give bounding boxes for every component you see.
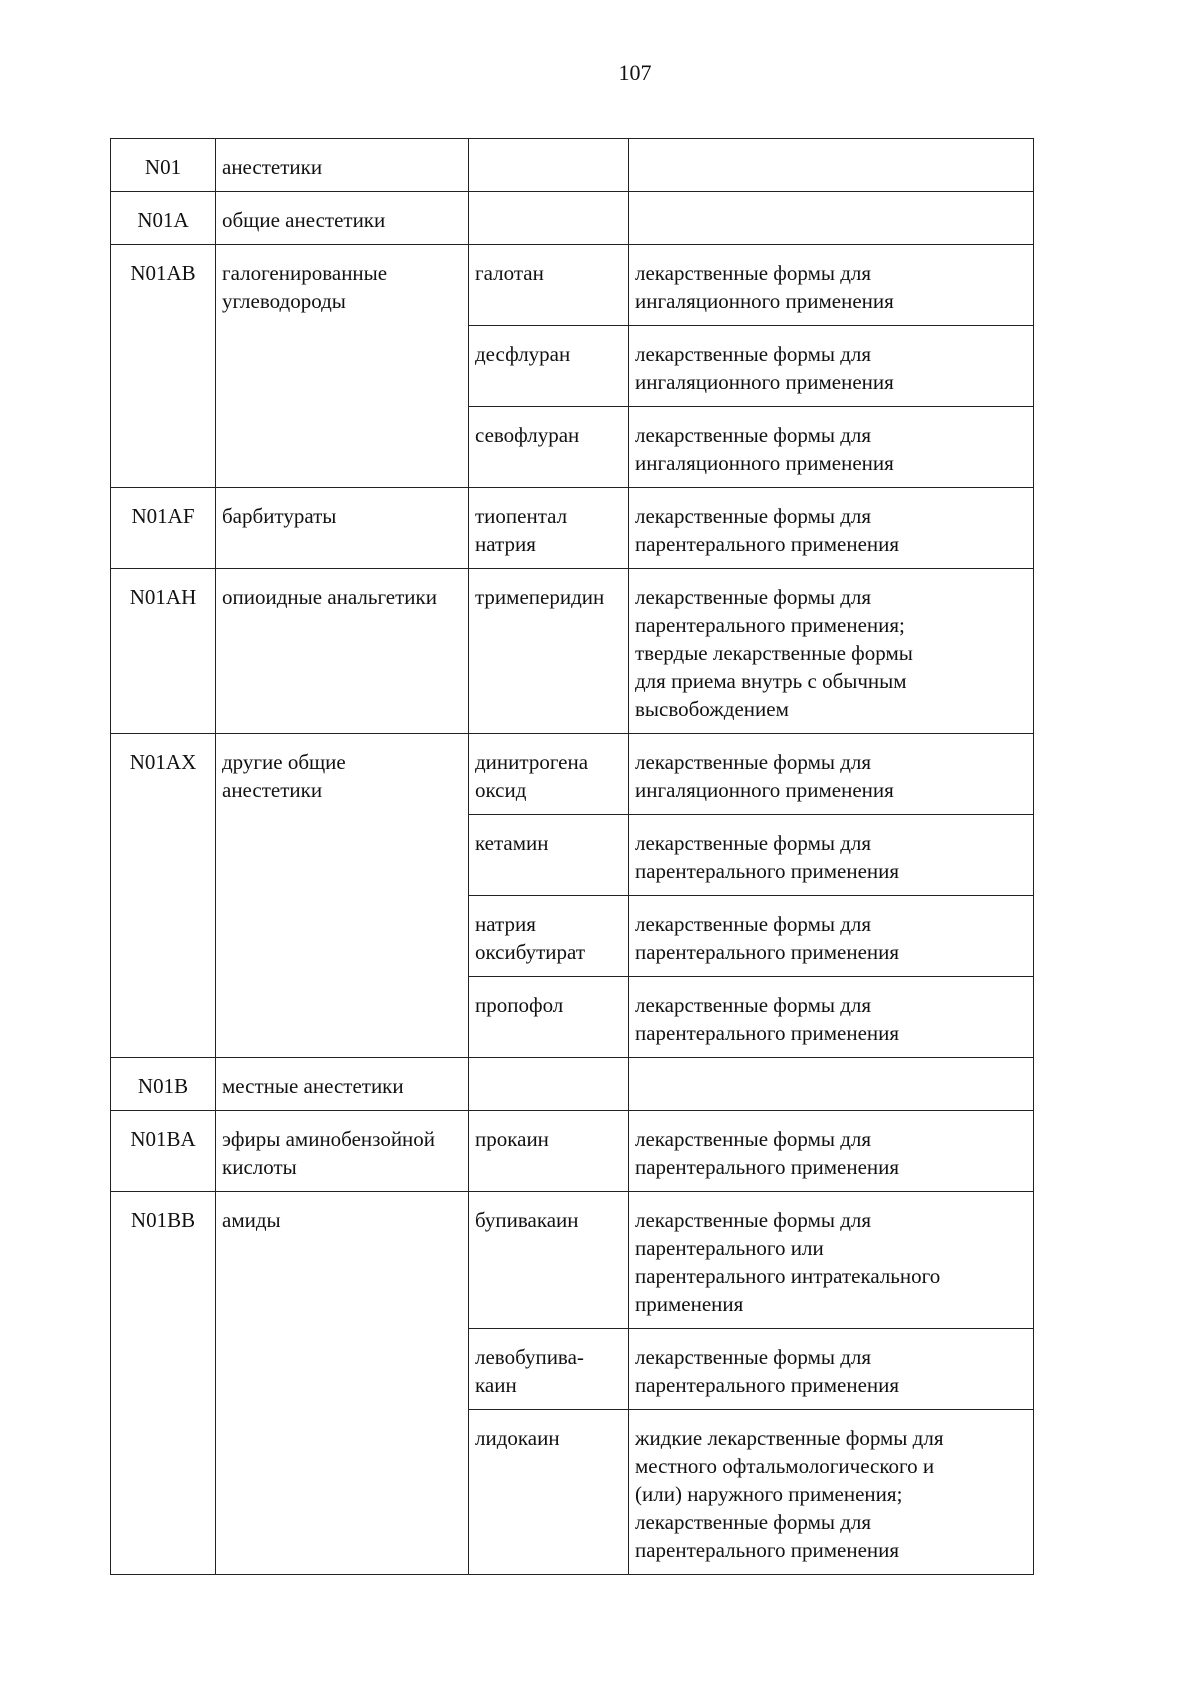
dosage-form-text: парентерального применения [635, 1538, 900, 1562]
dosage-form-cell [629, 192, 1034, 245]
dosage-form-cell [629, 139, 1034, 192]
group-text: опиоидные анальгетики [222, 585, 437, 609]
dosage-form-text: ингаляционного применения [635, 289, 894, 313]
dosage-form-cell [629, 569, 1034, 734]
atc-code: N01AB [130, 261, 196, 285]
drug-table [110, 138, 1034, 1575]
drug-name-cell [469, 326, 629, 407]
drug-name: левобупива- [475, 1345, 584, 1369]
drug-name: галотан [475, 261, 544, 285]
table-row [111, 488, 1034, 569]
dosage-form-cell [629, 488, 1034, 569]
drug-name-cell [469, 1329, 629, 1410]
dosage-form-text: лекарственные формы для [635, 1127, 872, 1151]
dosage-form-text: ингаляционного применения [635, 778, 894, 802]
table-row [111, 1111, 1034, 1192]
drug-name: тримеперидин [475, 585, 605, 609]
table-row [111, 139, 1034, 192]
dosage-form-text: ингаляционного применения [635, 451, 894, 475]
drug-name-cell [469, 734, 629, 815]
dosage-form-cell [629, 245, 1034, 326]
dosage-form-cell [629, 1192, 1034, 1329]
dosage-form-text: лекарственные формы для [635, 912, 872, 936]
page-number: 107 [618, 60, 652, 85]
drug-name: оксибутират [475, 940, 585, 964]
table-row [111, 192, 1034, 245]
dosage-form-text: парентерального или [635, 1236, 824, 1260]
drug-name-cell [469, 896, 629, 977]
dosage-form-text: лекарственные формы для [635, 585, 872, 609]
dosage-form-text: для приема внутрь с обычным [635, 669, 907, 693]
group-text: галогенированные [222, 261, 388, 285]
dosage-form-text: жидкие лекарственные формы для [635, 1426, 944, 1450]
dosage-form-cell [629, 734, 1034, 815]
dosage-form-text: местного офтальмологического и [635, 1454, 935, 1478]
dosage-form-text: лекарственные формы для [635, 1510, 872, 1534]
group-text: местные анестетики [222, 1074, 404, 1098]
dosage-form-text: лекарственные формы для [635, 1208, 872, 1232]
atc-code: N01AH [129, 585, 197, 609]
dosage-form-text: ингаляционного применения [635, 370, 894, 394]
group-text: эфиры аминобензойной [222, 1127, 436, 1151]
atc-code: N01AF [131, 504, 195, 528]
drug-name: прокаин [475, 1127, 549, 1151]
table-row [111, 569, 1034, 734]
atc-code: N01B [137, 1074, 189, 1098]
drug-name: севофлуран [475, 423, 580, 447]
table-row [111, 734, 1034, 815]
drug-name-cell [469, 245, 629, 326]
dosage-form-text: парентерального применения [635, 940, 900, 964]
atc-code-cell [111, 734, 216, 1058]
dosage-form-cell [629, 896, 1034, 977]
atc-code: N01A [137, 208, 189, 232]
dosage-form-cell [629, 815, 1034, 896]
atc-code-cell [111, 1192, 216, 1575]
dosage-form-cell [629, 1410, 1034, 1575]
group-cell [216, 192, 469, 245]
group-text: кислоты [222, 1155, 297, 1179]
drug-name: натрия [475, 912, 536, 936]
group-cell [216, 1058, 469, 1111]
atc-code: N01BB [130, 1208, 196, 1232]
group-text: анестетики [222, 778, 323, 802]
atc-code: N01AX [129, 750, 197, 774]
drug-table-body [111, 139, 1034, 1575]
drug-name-cell [469, 488, 629, 569]
drug-name: пропофол [475, 993, 564, 1017]
drug-name-cell [469, 139, 629, 192]
drug-name: кетамин [475, 831, 549, 855]
dosage-form-cell [629, 326, 1034, 407]
group-cell [216, 569, 469, 734]
dosage-form-text: применения [635, 1292, 744, 1316]
dosage-form-text: твердые лекарственные формы [635, 641, 913, 665]
dosage-form-text: лекарственные формы для [635, 261, 872, 285]
drug-name: тиопентал [475, 504, 568, 528]
drug-name: оксид [475, 778, 527, 802]
dosage-form-text: лекарственные формы для [635, 750, 872, 774]
dosage-form-text: лекарственные формы для [635, 423, 872, 447]
drug-name-cell [469, 1058, 629, 1111]
group-cell [216, 139, 469, 192]
drug-name-cell [469, 192, 629, 245]
atc-code-cell [111, 245, 216, 488]
atc-code: N01BA [130, 1127, 196, 1151]
drug-name-cell [469, 815, 629, 896]
dosage-form-text: (или) наружного применения; [635, 1482, 903, 1506]
dosage-form-text: парентерального применения [635, 1021, 900, 1045]
group-cell [216, 245, 469, 488]
dosage-form-text: лекарственные формы для [635, 1345, 872, 1369]
dosage-form-text: лекарственные формы для [635, 504, 872, 528]
drug-name: десфлуран [475, 342, 571, 366]
group-cell [216, 488, 469, 569]
dosage-form-cell [629, 1058, 1034, 1111]
atc-code-cell [111, 1058, 216, 1111]
group-cell [216, 1111, 469, 1192]
atc-code-cell [111, 488, 216, 569]
group-text: углеводороды [222, 289, 346, 313]
dosage-form-text: лекарственные формы для [635, 831, 872, 855]
dosage-form-text: парентерального применения [635, 532, 900, 556]
group-text: барбитураты [222, 504, 337, 528]
dosage-form-text: лекарственные формы для [635, 342, 872, 366]
dosage-form-cell [629, 1111, 1034, 1192]
group-cell [216, 1192, 469, 1575]
drug-name-cell [469, 1410, 629, 1575]
drug-name-cell [469, 1192, 629, 1329]
atc-code-cell [111, 192, 216, 245]
dosage-form-text: парентерального применения; [635, 613, 905, 637]
atc-code: N01 [144, 155, 182, 179]
drug-name-cell [469, 977, 629, 1058]
group-text: другие общие [222, 750, 346, 774]
drug-name: каин [475, 1373, 517, 1397]
atc-code-cell [111, 139, 216, 192]
group-text: амиды [222, 1208, 281, 1232]
atc-code-cell [111, 569, 216, 734]
drug-name: бупивакаин [475, 1208, 579, 1232]
table-row [111, 1192, 1034, 1329]
dosage-form-text: парентерального применения [635, 859, 900, 883]
drug-name-cell [469, 569, 629, 734]
dosage-form-text: высвобождением [635, 697, 789, 721]
dosage-form-cell [629, 407, 1034, 488]
dosage-form-text: парентерального применения [635, 1155, 900, 1179]
drug-name-cell [469, 1111, 629, 1192]
group-text: анестетики [222, 155, 323, 179]
drug-name: динитрогена [475, 750, 589, 774]
group-cell [216, 734, 469, 1058]
drug-name: лидокаин [475, 1426, 560, 1450]
dosage-form-cell [629, 1329, 1034, 1410]
drug-name: натрия [475, 532, 536, 556]
atc-code-cell [111, 1111, 216, 1192]
drug-name-cell [469, 407, 629, 488]
dosage-form-text: парентерального применения [635, 1373, 900, 1397]
table-row [111, 245, 1034, 326]
group-text: общие анестетики [222, 208, 386, 232]
dosage-form-cell [629, 977, 1034, 1058]
table-row [111, 1058, 1034, 1111]
dosage-form-text: лекарственные формы для [635, 993, 872, 1017]
dosage-form-text: парентерального интратекального [635, 1264, 941, 1288]
